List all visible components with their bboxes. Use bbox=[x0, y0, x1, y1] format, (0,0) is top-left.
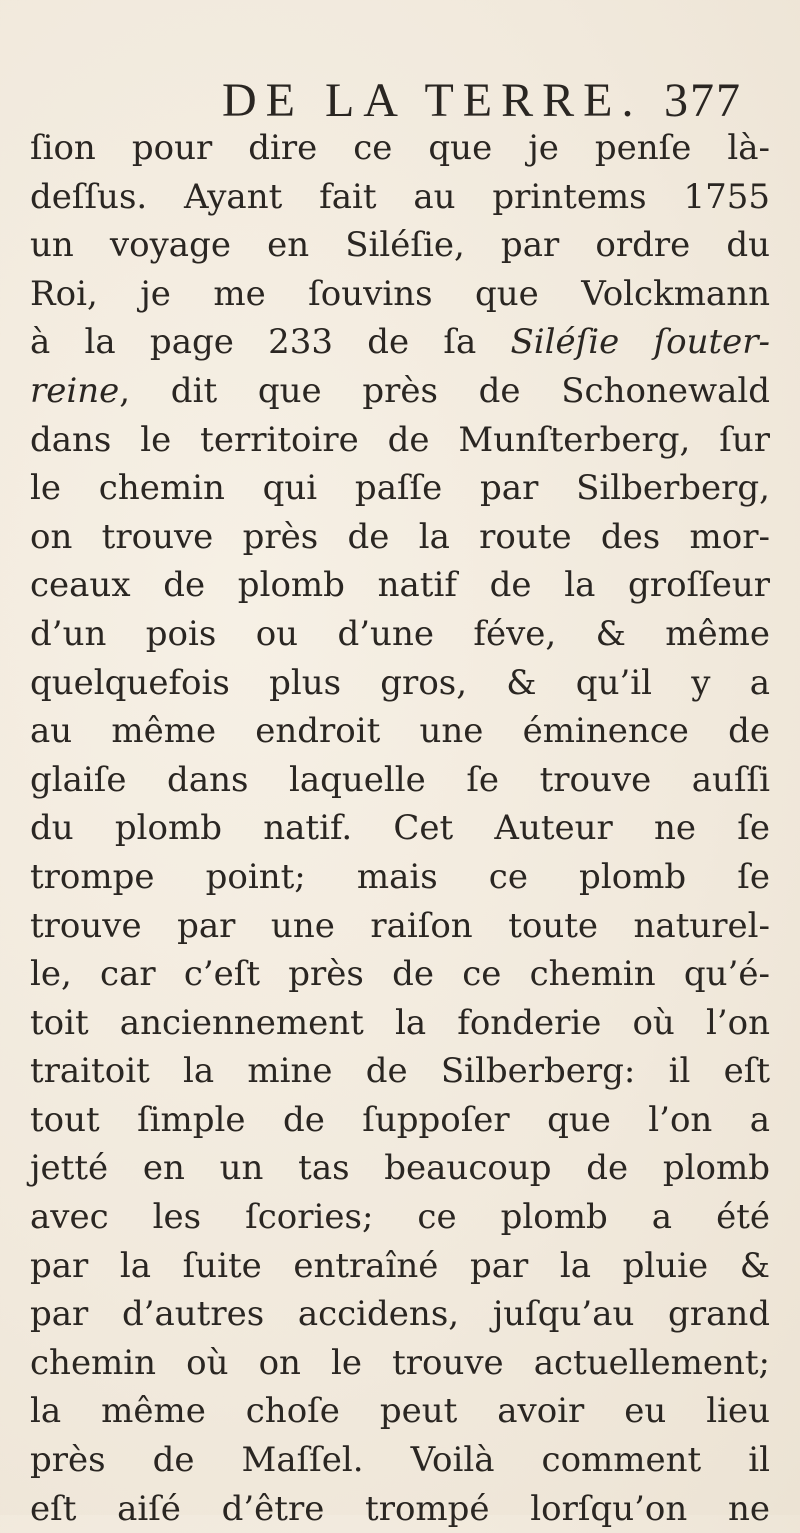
text-line: quelquefois plus gros, & qu’il y a bbox=[30, 662, 770, 703]
text-line: le chemin qui paſſe par Silberberg, bbox=[30, 468, 770, 509]
text-line: au même endroit une éminence de bbox=[30, 711, 770, 752]
text-line: trompe point; mais ce plomb ſe bbox=[30, 856, 770, 897]
text-line: le, car c’eſt près de ce chemin qu’é- bbox=[30, 954, 770, 995]
text-line: du plomb natif. Cet Auteur ne ſe bbox=[30, 808, 770, 849]
body-text bbox=[30, 124, 770, 1533]
text-line: Roi, je me ſouvins que Volckmann bbox=[30, 273, 770, 314]
text-line: dans le territoire de Munſterberg, ſur bbox=[30, 419, 770, 460]
text-line: par d’autres accidens, juſqu’au grand bbox=[30, 1294, 770, 1335]
italic-title: reine bbox=[30, 370, 120, 411]
text-line: par la ſuite entraîné par la pluie & bbox=[30, 1245, 770, 1286]
text-line: glaiſe dans laquelle ſe trouve auſſi bbox=[30, 759, 770, 800]
text-line: chemin où on le trouve actuellement; bbox=[30, 1342, 770, 1383]
text-line: trouve par une raiſon toute naturel- bbox=[30, 905, 770, 946]
text-line: deſſus. Ayant fait au printems 1755 bbox=[30, 176, 770, 217]
running-head bbox=[222, 72, 742, 130]
text-line: jetté en un tas beaucoup de plomb bbox=[30, 1148, 770, 1189]
text-line: reine, dit que près de Schonewald bbox=[30, 370, 770, 411]
text-line: tout ſimple de ſuppoſer que l’on a bbox=[30, 1099, 770, 1140]
running-head-title: DE LA TERRE. bbox=[222, 74, 643, 127]
text-line: à la page 233 de ſa Siléſie ſouter- bbox=[30, 322, 770, 363]
text-line: on trouve près de la route des mor- bbox=[30, 516, 770, 557]
text-line: près de Maſſel. Voilà comment il bbox=[30, 1440, 770, 1481]
page-number: 377 bbox=[664, 74, 742, 127]
text-line: toit anciennement la fonderie où l’on bbox=[30, 1002, 770, 1043]
text-line: avec les ſcories; ce plomb a été bbox=[30, 1197, 770, 1238]
text-line: d’un pois ou d’une féve, & même bbox=[30, 613, 770, 654]
text-line: traitoit la mine de Silberberg: il eſt bbox=[30, 1051, 770, 1092]
text-line: un voyage en Siléſie, par ordre du bbox=[30, 225, 770, 266]
text-line: ceaux de plomb natif de la groſſeur bbox=[30, 565, 770, 606]
text-line: la même choſe peut avoir eu lieu bbox=[30, 1391, 770, 1432]
text-line: eſt aiſé d’être trompé lorſqu’on ne bbox=[30, 1488, 770, 1529]
italic-title: Siléſie ſouter- bbox=[510, 322, 770, 363]
text-line: ſion pour dire ce que je penſe là- bbox=[30, 128, 770, 168]
